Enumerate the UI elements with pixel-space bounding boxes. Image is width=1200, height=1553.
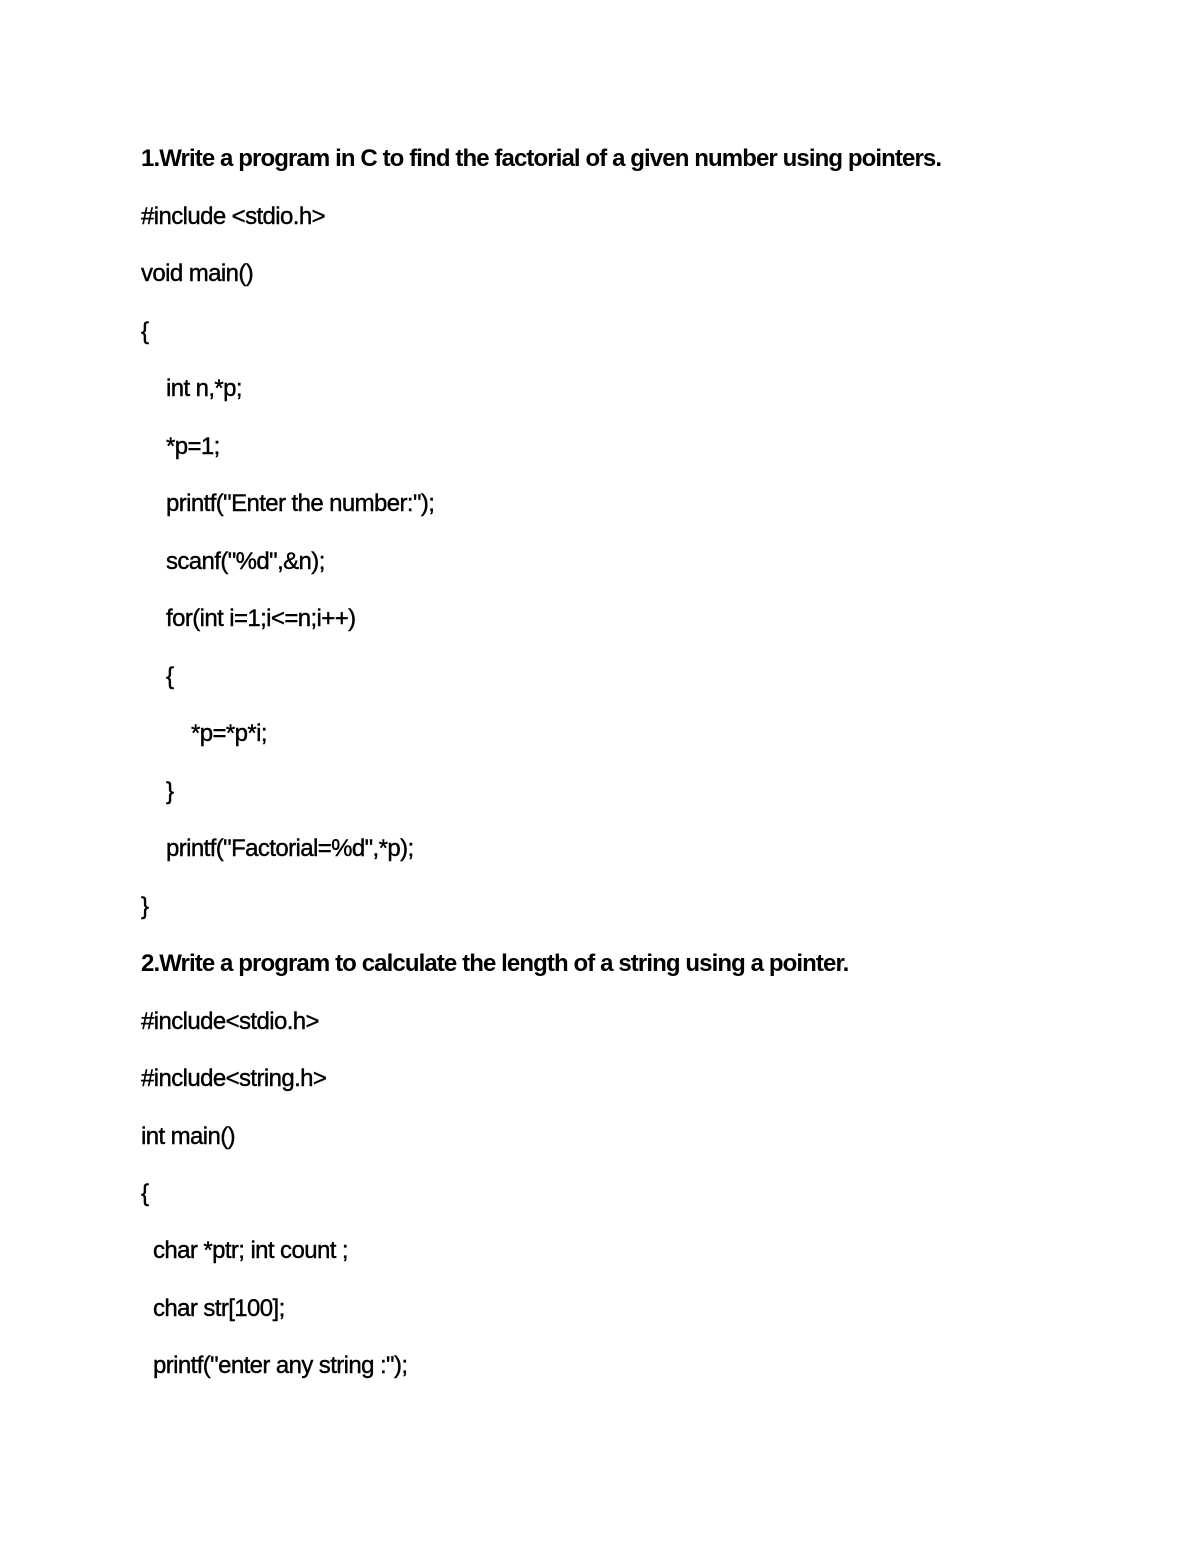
code-line: char str[100]; [153, 1295, 285, 1322]
code-line: printf("Enter the number:"); [166, 490, 435, 517]
code-line: char *ptr; int count ; [153, 1237, 348, 1264]
code-line: { [141, 1180, 149, 1207]
code-line: int main() [141, 1123, 236, 1150]
code-line: } [166, 778, 174, 805]
code-line: void main() [141, 260, 254, 287]
code-line: { [141, 318, 149, 345]
code-line: } [141, 893, 149, 920]
code-line: scanf("%d",&n); [166, 548, 325, 575]
code-line: for(int i=1;i<=n;i++) [166, 605, 356, 632]
code-line: *p=*p*i; [191, 720, 267, 747]
code-line: int n,*p; [166, 375, 242, 402]
question-2-heading: 2.Write a program to calculate the length of a string using a pointer. [141, 950, 849, 977]
code-line: printf("Factorial=%d",*p); [166, 835, 414, 862]
code-line: #include<stdio.h> [141, 1008, 319, 1035]
code-line: #include<string.h> [141, 1065, 327, 1092]
code-line: *p=1; [166, 433, 220, 460]
question-1-heading: 1.Write a program in C to find the factorial of a given number using pointers. [141, 145, 942, 172]
code-line: { [166, 663, 174, 690]
code-line: #include <stdio.h> [141, 203, 326, 230]
code-line: printf("enter any string :"); [153, 1352, 408, 1379]
